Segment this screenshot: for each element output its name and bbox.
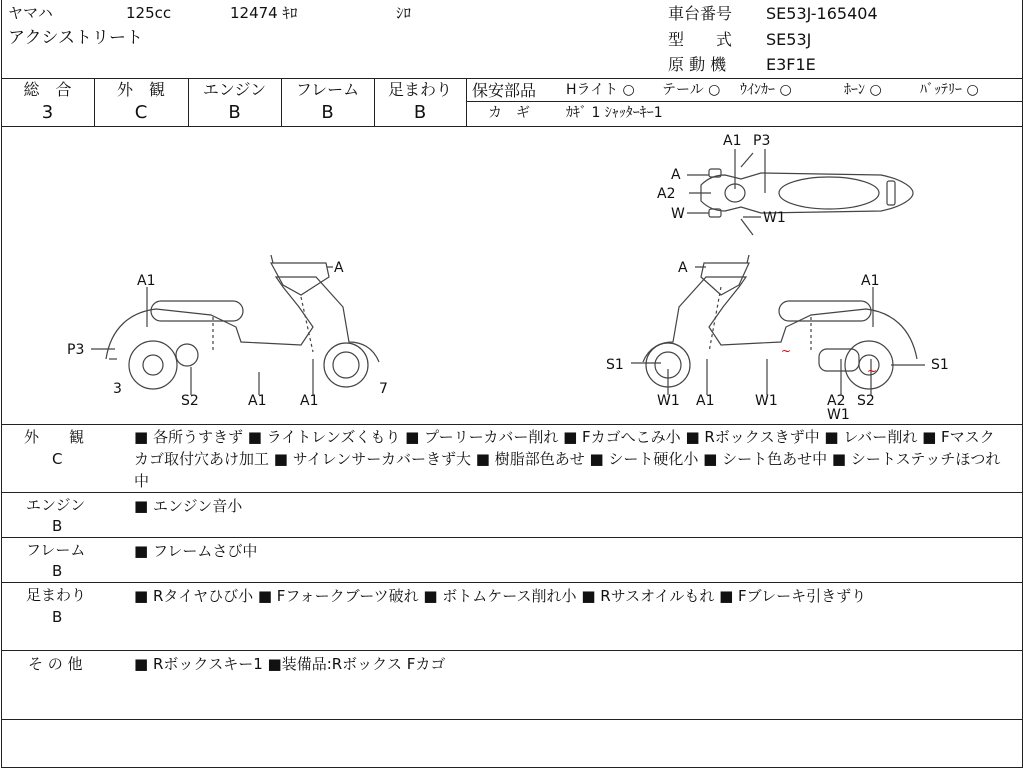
remark-other-label: そ の 他	[28, 655, 83, 673]
right-label: S2	[857, 393, 875, 409]
color: ｼﾛ	[396, 4, 412, 22]
grade-total-value: 3	[41, 102, 54, 123]
top-label: W	[671, 206, 685, 222]
remark-suspension-label: 足まわり	[26, 586, 87, 604]
svg-text:~: ~	[867, 364, 878, 378]
right-label: S1	[931, 357, 949, 373]
left-label: S2	[181, 393, 199, 409]
type-value: SE53J	[766, 30, 812, 49]
grade-suspension-label: 足まわり	[387, 80, 452, 99]
remark-exterior-grade: C	[52, 450, 63, 468]
grade-engine-value: B	[228, 102, 241, 123]
svg-text:~: ~	[781, 344, 792, 358]
safety-item-headlight: Hライト ○	[566, 82, 635, 98]
model-name: アクシストリート	[8, 28, 143, 48]
divider	[466, 101, 1023, 102]
right-label: W1	[657, 393, 680, 409]
safety-item-battery: ﾊﾞｯﾃﾘｰ ○	[920, 82, 979, 98]
type-label: 型 式	[668, 30, 733, 49]
safety-item-winker: ｳｲﾝｶｰ ○	[740, 82, 792, 98]
grade-exterior-label: 外 観	[116, 80, 165, 99]
remark-frame-text: ■ フレームさび中	[134, 542, 258, 560]
remark-suspension-text: ■ Rタイヤひび小 ■ Fフォークブーツ破れ ■ ボトムケース削れ小 ■ Rサスオイルもれ ■ Fブレーキ引きずり	[134, 587, 867, 605]
left-label: A1	[137, 273, 156, 289]
top-label: A2	[657, 186, 676, 202]
divider	[466, 78, 467, 126]
remark-other-text: ■ Rボックスキー1 ■装備品:Rボックス Fカゴ	[134, 655, 446, 673]
right-label: A1	[696, 393, 715, 409]
divider	[1, 719, 1023, 720]
engine-label: 原 動 機	[668, 55, 727, 74]
maker: ヤマハ	[8, 4, 53, 22]
top-label: A1	[723, 133, 742, 149]
grade-suspension-value: B	[413, 102, 427, 123]
grade-engine-label: エンジン	[202, 80, 267, 99]
remark-exterior-label: 外 観	[24, 428, 85, 446]
right-label: S1	[606, 357, 624, 373]
remark-engine-text: ■ エンジン音小	[134, 497, 243, 515]
left-label: A1	[300, 393, 319, 409]
remark-frame-label: フレーム	[26, 541, 86, 559]
left-label: A1	[248, 393, 267, 409]
divider	[1, 424, 1023, 425]
remark-exterior-text: ■ 各所うすきず ■ ライトレンズくもり ■ プーリーカバー削れ ■ Fカゴへこみ小 ■ Rボックスきず中 ■ レバー削れ ■ Fマスクカゴ取付穴あけ加工 ■ サイレンサーカバーきず大 ■ 樹脂部色あせ ■ シート硬化小 ■ シート色あせ中 ■ シートステッチほつれ中	[134, 428, 1001, 490]
frame-no: SE53J-165404	[766, 4, 878, 23]
remark-engine-grade: B	[52, 517, 63, 535]
scooter-diagram	[1, 127, 1023, 423]
right-label: A2	[827, 393, 846, 409]
divider	[1, 492, 1023, 493]
left-label: P3	[67, 342, 85, 358]
engine-value: E3F1E	[766, 55, 816, 74]
divider	[1, 582, 1023, 583]
left-label: 7	[379, 381, 388, 397]
top-view	[701, 153, 913, 235]
left-label: A	[334, 260, 344, 276]
right-label: W1	[827, 407, 850, 423]
divider	[1, 78, 1023, 79]
grade-frame-label: フレーム	[295, 80, 360, 99]
key-label: カ ギ	[488, 105, 530, 121]
top-label: P3	[753, 133, 771, 149]
right-label: A1	[861, 273, 880, 289]
top-label: W1	[763, 210, 786, 226]
divider	[1, 537, 1023, 538]
remark-frame-grade: B	[52, 562, 63, 580]
remark-engine-label: エンジン	[26, 496, 86, 514]
remark-suspension-grade: B	[52, 608, 63, 626]
top-label: A	[671, 167, 681, 183]
divider	[1, 650, 1023, 651]
frame-no-label: 車台番号	[668, 4, 733, 23]
grade-frame-value: B	[321, 102, 334, 123]
safety-label: 保安部品	[472, 81, 537, 100]
right-label: A	[678, 260, 688, 276]
grade-total-label: 総 合	[23, 80, 72, 99]
right-label: W1	[755, 393, 778, 409]
displacement: 125cc	[126, 4, 172, 22]
safety-item-horn: ﾎｰﾝ ○	[844, 82, 882, 98]
grade-exterior-value: C	[134, 102, 148, 123]
mileage: 12474 ｷﾛ	[230, 4, 298, 22]
key-value: ｶｷﾞ 1 ｼｬｯﾀｰｷｰ1	[566, 105, 663, 121]
safety-item-tail: テール ○	[662, 82, 721, 98]
left-label: 3	[113, 381, 122, 397]
